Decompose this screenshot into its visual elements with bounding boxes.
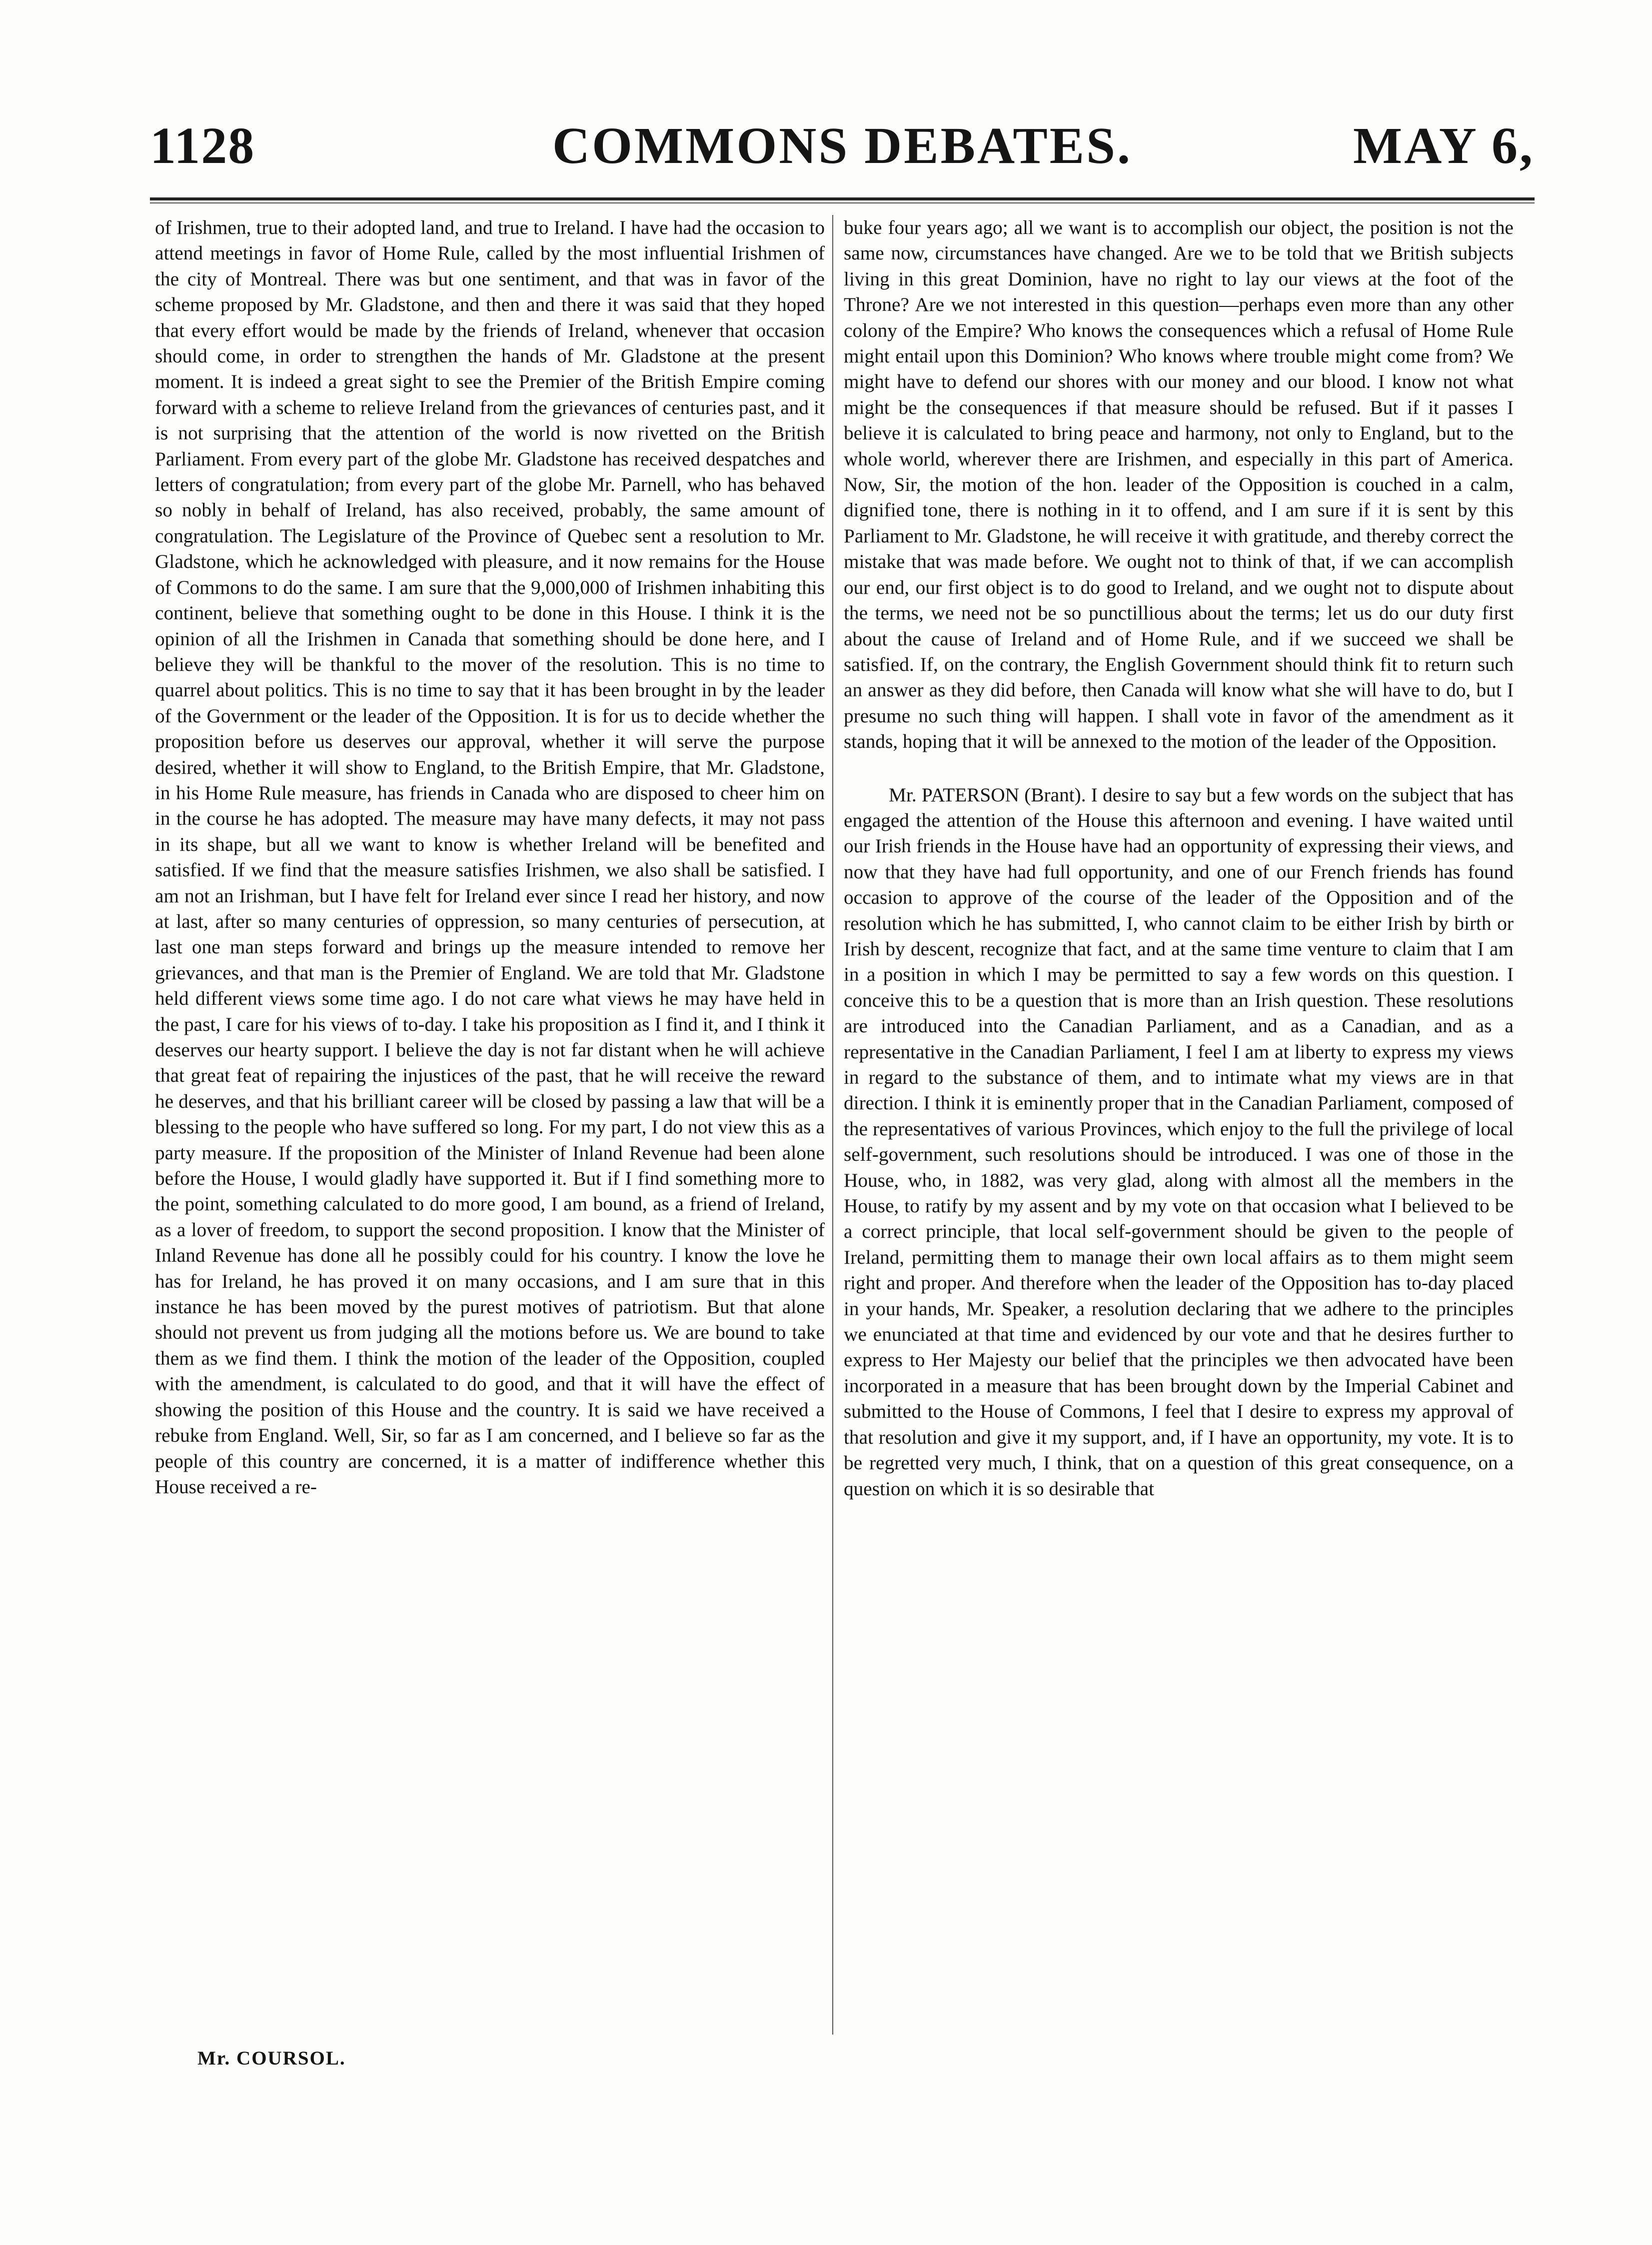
header-rule — [150, 197, 1535, 200]
left-column — [155, 215, 825, 1500]
page-number: 1128 — [150, 117, 255, 174]
column-divider — [832, 215, 833, 2035]
left-paragraph-1: of Irishmen, true to their adopted land, and true to Ireland. I have had the occasion to attend meetings in favor of Home Rule, called by the most influential Irishmen of the city of Montreal. There was but one sentiment, and that was in favor of the scheme proposed by Mr. Gladstone, and then and there it was said that they hoped that every effort would be made by the friends of Ireland, whenever that occasion should come, in order to strengthen the hands of Mr. Gladstone at the present moment. It is indeed a great sight to see the Premier of the British Empire coming forward with a scheme to relieve Ireland from the grievances of centuries past, and it is not surprising that the attention of the world is now rivetted on the British Parliament. From every part of the globe Mr. Gladstone has received despatches and letters of congratulation; from every part of the globe Mr. Parnell, who has behaved so nobly in behalf of Ireland, has also received, probably, the same amount of congratulation. The Legislature of the Province of Quebec sent a resolution to Mr. Gladstone, which he acknowledged with pleasure, and it now remains for the House of Commons to do the same. I am sure that the 9,000,000 of Irishmen inhabiting this continent, believe that something ought to be done in this House. I think it is the opinion of all the Irishmen in Canada that something should be done here, and I believe they will be thankful to the mover of the resolution. This is no time to quarrel about politics. This is no time to say that it has been brought in by the leader of the Government or the leader of the Opposition. It is for us to decide whether the proposition before us deserves our approval, whether it will serve the purpose desired, whether it will show to England, to the British Empire, that Mr. Gladstone, in his Home Rule measure, has friends in Canada who are disposed to cheer him on in the course he has adopted. The measure may have many defects, it may not pass in its shape, but all we want to know is whether Ireland will be benefited and satisfied. If we find that the measure satisfies Irishmen, we also shall be satisfied. I am not an Irishman, but I have felt for Ireland ever since I read her history, and now at last, after so many centuries of oppression, so many centuries of persecution, at last one man steps forward and brings up the measure intended to remove her grievances, and that man is the Premier of England. We are told that Mr. Gladstone held different views some time ago. I do not care what views he may have held in the past, I care for his views of to-day. I take his proposition as I find it, and I think it deserves our hearty support. I believe the day is not far distant when he will achieve that great feat of repairing the injustices of the past, that he will receive the reward he deserves, and that his brilliant career will be closed by passing a law that will be a blessing to the people who have suffered so long. For my part, I do not view this as a party measure. If the proposition of the Minister of Inland Revenue had been alone before the House, I would gladly have supported it. But if I find something more to the point, something calculated to do more good, I am bound, as a friend of Ireland, as a lover of freedom, to support the second proposition. I know that the Minister of Inland Revenue has done all he possibly could for his country. I know the love he has for Ireland, he has proved it on many occasions, and I am sure that in this instance he has been moved by the purest motives of patriotism. But that alone should not prevent us from judging all the motions before us. We are bound to take them as we find them. I think the motion of the leader of the Opposition, coupled with the amendment, is calculated to do good, and that it will have the effect of showing the position of this House and the country. It is said we have received a rebuke from England. Well, Sir, so far as I am concerned, and I believe so far as the people of this country are concerned, it is a matter of indifference whether this House received a re- — [155, 216, 825, 1498]
running-title: COMMONS DEBATES. — [552, 117, 1132, 174]
right-column — [844, 215, 1514, 1502]
paragraph-gap — [844, 755, 1514, 782]
page-header — [150, 117, 1535, 185]
right-paragraph-2: Mr. PATERSON (Brant). I desire to say but a few words on the subject that has engaged the attention of the House this afternoon and evening. I have waited until our Irish friends in the House have had an opportunity of expressing their views, and now that they have had full opportunity, and one of our French friends has found occasion to approve of the course of the leader of the Opposition and of the resolution which he has submitted, I, who cannot claim to be either Irish by birth or Irish by descent, recognize that fact, and at the same time venture to claim that I am in a position in which I may be permitted to say a few words on this question. I conceive this to be a question that is more than an Irish question. These resolutions are introduced into the Canadian Parliament, and as a Canadian, and as a representative in the Canadian Parliament, I feel I am at liberty to express my views in regard to the substance of them, and to intimate what my views are in that direction. I think it is eminently proper that in the Canadian Parliament, composed of the representatives of various Provinces, which enjoy to the full the privilege of local self-government, such resolutions should be introduced. I was one of those in the House, who, in 1882, was very glad, along with almost all the members in the House, to ratify by my assent and by my vote on that occasion what I believed to be a correct principle, that local self-government should be given to the people of Ireland, permitting them to manage their own local affairs as to them might seem right and proper. And therefore when the leader of the Opposition has to-day placed in your hands, Mr. Speaker, a resolution declaring that we adhere to the principles we enunciated at that time and evidenced by our vote and that he desires further to express to Her Majesty our belief that the principles we then advocated have been incorporated in a measure that has been brought down by the Imperial Cabinet and submitted to the House of Commons, I feel that I desire to express my approval of that resolution and give it my support, and, if I have an opportunity, my vote. It is to be regretted very much, I think, that on a question of this great consequence, on a question on which it is so desirable that — [844, 783, 1514, 1500]
right-paragraph-1: buke four years ago; all we want is to accomplish our object, the position is not the same now, circumstances have changed. Are we to be told that we British subjects living in this great Dominion, have no right to lay our views at the foot of the Throne? Are we not interested in this question—perhaps even more than any other colony of the Empire? Who knows the consequences which a refusal of Home Rule might entail upon this Dominion? Who knows where trouble might come from? We might have to defend our shores with our money and our blood. I know not what might be the consequences if that measure should be refused. But if it passes I believe it is calculated to bring peace and harmony, not only to England, but to the whole world, wherever there are Irishmen, and especially in this part of America. Now, Sir, the motion of the hon. leader of the Opposition is couched in a calm, dignified tone, there is nothing in it to offend, and I am sure if it is sent by this Parliament to Mr. Gladstone, he will receive it with gratitude, and thereby correct the mistake that was made before. We ought not to think of that, if we can accomplish our end, our first object is to do good to Ireland, and we ought not to dispute about the terms, we need not be so punctillious about the terms; let us do our duty first about the cause of Ireland and of Home Rule, and if we succeed we shall be satisfied. If, on the contrary, the English Government should think fit to return such an answer as they did before, then Canada will know what she will have to do, but I presume no such thing will happen. I shall vote in favor of the amendment as it stands, hoping that it will be annexed to the motion of the leader of the Opposition. — [844, 216, 1514, 753]
header-rule-thin — [150, 202, 1535, 203]
header-date: MAY 6, — [1353, 117, 1535, 174]
speaker-marker: Mr. COURSOL. — [197, 2048, 346, 2069]
